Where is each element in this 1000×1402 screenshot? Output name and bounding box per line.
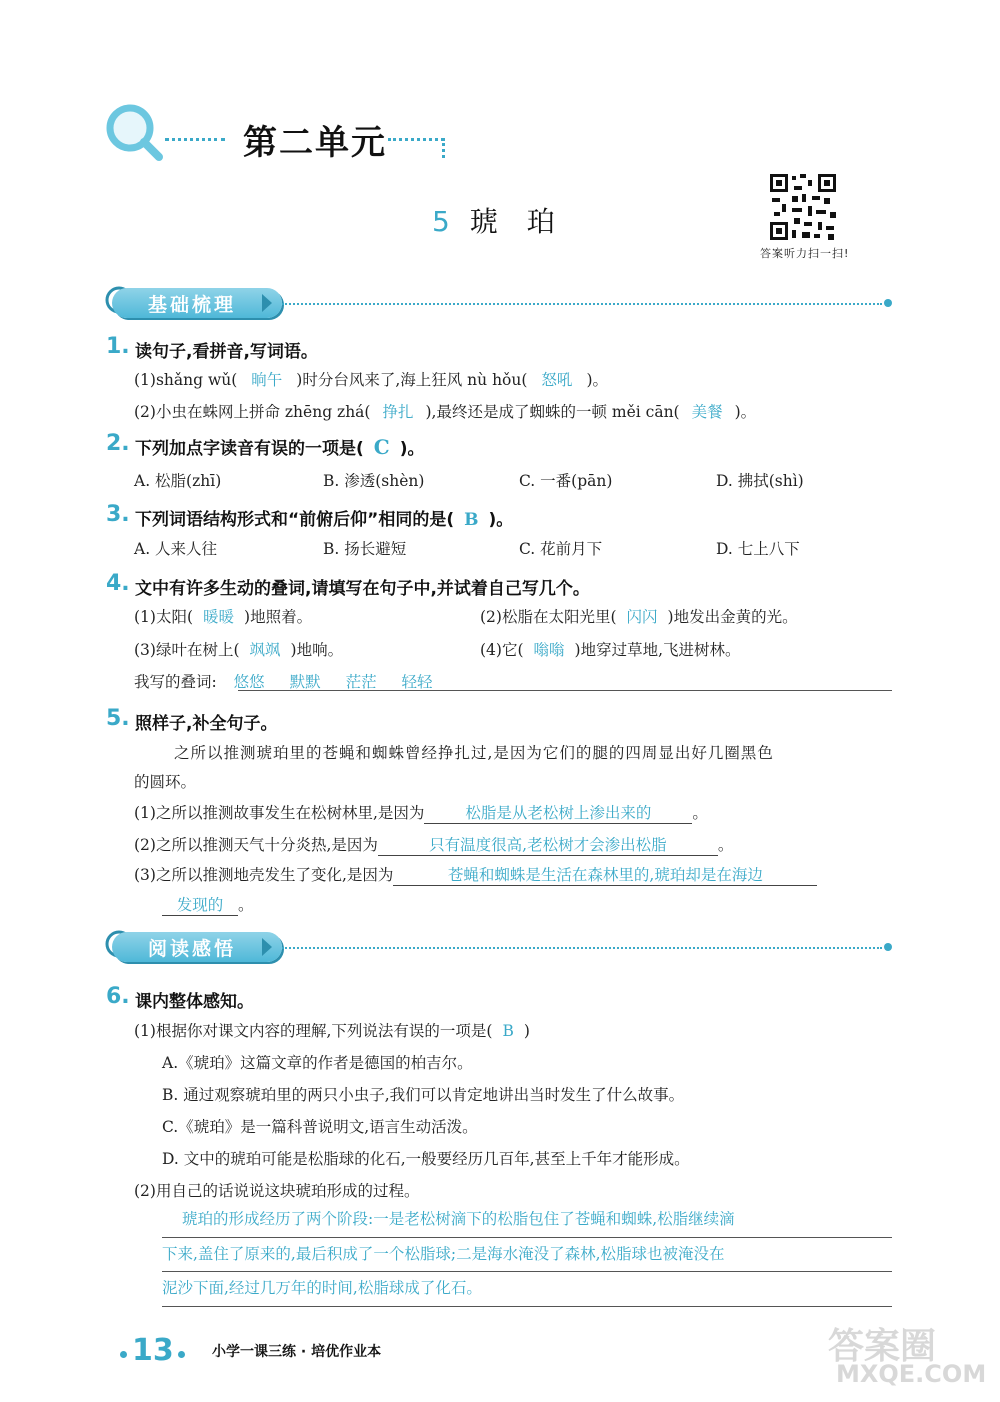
q5-example-1: 之所以推测琥珀里的苍蝇和蜘蛛曾经挣扎过,是因为它们的腿的四周显出好几圈黑色 bbox=[174, 744, 774, 762]
q5-text: 照样子,补全句子。 bbox=[135, 714, 278, 734]
footer-dot-left bbox=[120, 1351, 127, 1358]
section-reading-banner bbox=[112, 932, 282, 962]
q6-option-a: A.《琥珀》这篇文章的作者是德国的柏吉尔。 bbox=[162, 1054, 473, 1072]
q4-mine bbox=[134, 670, 433, 692]
q6-text: 课内整体感知。 bbox=[135, 992, 254, 1012]
book-title: 小学一课三练 · 培优作业本 bbox=[212, 1344, 382, 1360]
q2-option-c: C. 一番(pān) bbox=[519, 472, 613, 490]
q6-answer-line-3: 泥沙下面,经过几万年的时间,松脂球成了化石。 bbox=[162, 1272, 892, 1307]
lesson-name: 琥 珀 bbox=[469, 205, 565, 238]
q6-part2: (2)用自己的话说说这块琥珀形成的过程。 bbox=[134, 1182, 420, 1200]
q5-example-2: 的圆环。 bbox=[134, 773, 197, 791]
q4-answer-2: 闪闪 bbox=[626, 608, 658, 626]
q2-answer: C bbox=[373, 435, 390, 459]
q4-mine-answer-4: 轻轻 bbox=[401, 673, 433, 691]
q5-answer-2: 只有温度很高,老松树才会渗出松脂 bbox=[378, 833, 718, 856]
q2-option-d: D. 拂拭(shì) bbox=[716, 472, 804, 490]
q5-sentence-2: (2)之所以推测天气十分炎热,是因为 只有温度很高,老松树才会渗出松脂 。 bbox=[134, 833, 733, 856]
q6-number: 6. bbox=[106, 984, 130, 1009]
banner-arrow bbox=[262, 294, 272, 312]
q4-mine-answer-1: 悠悠 bbox=[233, 673, 265, 691]
q3-answer: B bbox=[464, 510, 479, 530]
q4-mine-answer-3: 茫茫 bbox=[345, 673, 377, 691]
q2-option-a: A. 松脂(zhī) bbox=[134, 472, 222, 490]
q1-answer-4: 美餐 bbox=[691, 403, 723, 421]
q5-sentence-3-cont: 发现的 。 bbox=[162, 893, 254, 916]
q2-number: 2. bbox=[106, 431, 130, 456]
q5-sentence-3: (3)之所以推测地壳发生了变化,是因为 苍蝇和蜘蛛是生活在森林里的,琥珀却是在海边 bbox=[134, 863, 817, 886]
q4-answer-1: 暖暖 bbox=[203, 608, 235, 626]
q5-number: 5. bbox=[106, 706, 130, 731]
q6-option-c: C.《琥珀》是一篇科普说明文,语言生动活泼。 bbox=[162, 1118, 478, 1136]
q1-text: 读句子,看拼音,写词语。 bbox=[135, 342, 318, 362]
section-basic-dotline bbox=[282, 303, 882, 305]
q1-answer-1: 晌午 bbox=[251, 371, 283, 389]
section-reading-dot bbox=[884, 943, 892, 951]
qr-caption: 答案听力扫一扫! bbox=[760, 247, 850, 260]
q5-answer-3-cont: 发现的 bbox=[162, 893, 238, 916]
q1-answer-3: 挣扎 bbox=[382, 403, 414, 421]
section-basic-title: 基础梳理 bbox=[148, 293, 237, 316]
q5-answer-3: 苍蝇和蜘蛛是生活在森林里的,琥珀却是在海边 bbox=[393, 863, 817, 886]
section-basic-dot bbox=[884, 299, 892, 307]
section-reading-title: 阅读感悟 bbox=[148, 937, 237, 960]
q4-item-1: (1)太阳( 暖暖 )地照着。 bbox=[134, 608, 313, 626]
q6-answer-line-2: 下来,盖住了原来的,最后积成了一个松脂球;二是海水淹没了森林,松脂球也被淹没在 bbox=[162, 1238, 892, 1273]
q4-text: 文中有许多生动的叠词,请填写在句子中,并试着自己写几个。 bbox=[135, 579, 590, 599]
q5-sentence-1: (1)之所以推测故事发生在松树林里,是因为 松脂是从老松树上渗出来的 。 bbox=[134, 801, 708, 824]
q2-option-b: B. 渗透(shèn) bbox=[323, 472, 425, 490]
q4-mine-label: 我写的叠词: bbox=[134, 673, 217, 691]
q4-answer-4: 嗡嗡 bbox=[533, 641, 565, 659]
header-dotline-left bbox=[165, 138, 225, 141]
q3-number: 3. bbox=[106, 502, 130, 527]
q6-part1: (1)根据你对课文内容的理解,下列说法有误的一项是( B ) bbox=[134, 1022, 530, 1040]
q4-item-2: (2)松脂在太阳光里( 闪闪 )地发出金黄的光。 bbox=[480, 608, 798, 626]
unit-title: 第二单元 bbox=[243, 123, 387, 163]
q6-answer-2 bbox=[162, 1203, 892, 1307]
footer-dot-right bbox=[178, 1351, 185, 1358]
q3-option-b: B. 扬长避短 bbox=[323, 540, 407, 558]
section-basic-banner bbox=[112, 288, 282, 318]
q3-option-c: C. 花前月下 bbox=[519, 540, 603, 558]
q6-answer-1: B bbox=[502, 1022, 514, 1040]
q4-item-3: (3)绿叶在树上( 飒飒 )地响。 bbox=[134, 641, 344, 659]
q4-mine-answer-2: 默默 bbox=[289, 673, 321, 691]
q3-option-a: A. 人来人往 bbox=[134, 540, 218, 558]
q2-text: 下列加点字读音有误的一项是( C )。 bbox=[135, 435, 425, 459]
section-reading-dotline bbox=[282, 947, 882, 949]
q6-option-d: D. 文中的琥珀可能是松脂球的化石,一般要经历几百年,甚至上千年才能形成。 bbox=[162, 1150, 690, 1168]
q6-option-b: B. 通过观察琥珀里的两只小虫子,我们可以肯定地讲出当时发生了什么故事。 bbox=[162, 1086, 685, 1104]
lesson-number: 5 bbox=[432, 205, 450, 238]
magnifier-icon bbox=[104, 102, 164, 162]
q3-option-d: D. 七上八下 bbox=[716, 540, 800, 558]
q6-answer-line-1: 琥珀的形成经历了两个阶段:一是老松树滴下的松脂包住了苍蝇和蜘蛛,松脂继续滴 bbox=[162, 1203, 892, 1238]
q1-answer-2: 怒吼 bbox=[541, 371, 573, 389]
watermark-url: MXQE.COM bbox=[836, 1360, 987, 1388]
q4-item-4: (4)它( 嗡嗡 )地穿过草地,飞进树林。 bbox=[480, 641, 741, 659]
banner-arrow bbox=[262, 938, 272, 956]
header-dotline-right bbox=[388, 138, 444, 141]
q1-line2: (2)小虫在蛛网上拼命 zhēng zhá( 挣扎 ),最终还是成了蜘蛛的一顿 měi cān( 美餐 )。 bbox=[134, 403, 757, 421]
q4-answer-3: 飒飒 bbox=[249, 641, 281, 659]
q4-number: 4. bbox=[106, 571, 130, 596]
q1-line1: (1)shǎng wǔ( 晌午 )时分台风来了,海上狂风 nù hǒu( 怒吼 )。 bbox=[134, 371, 608, 389]
watermark-logo: 答案圈 bbox=[828, 1326, 937, 1367]
q5-answer-1: 松脂是从老松树上渗出来的 bbox=[424, 801, 692, 824]
lesson-title bbox=[432, 200, 565, 240]
page-number: 13 bbox=[132, 1333, 174, 1368]
q3-text: 下列词语结构形式和“前俯后仰”相同的是( B )。 bbox=[135, 510, 514, 530]
q1-number: 1. bbox=[106, 334, 130, 359]
header-dotline-tick bbox=[442, 138, 445, 158]
qr-code-icon[interactable] bbox=[768, 172, 838, 242]
q4-mine-rule bbox=[238, 690, 892, 691]
